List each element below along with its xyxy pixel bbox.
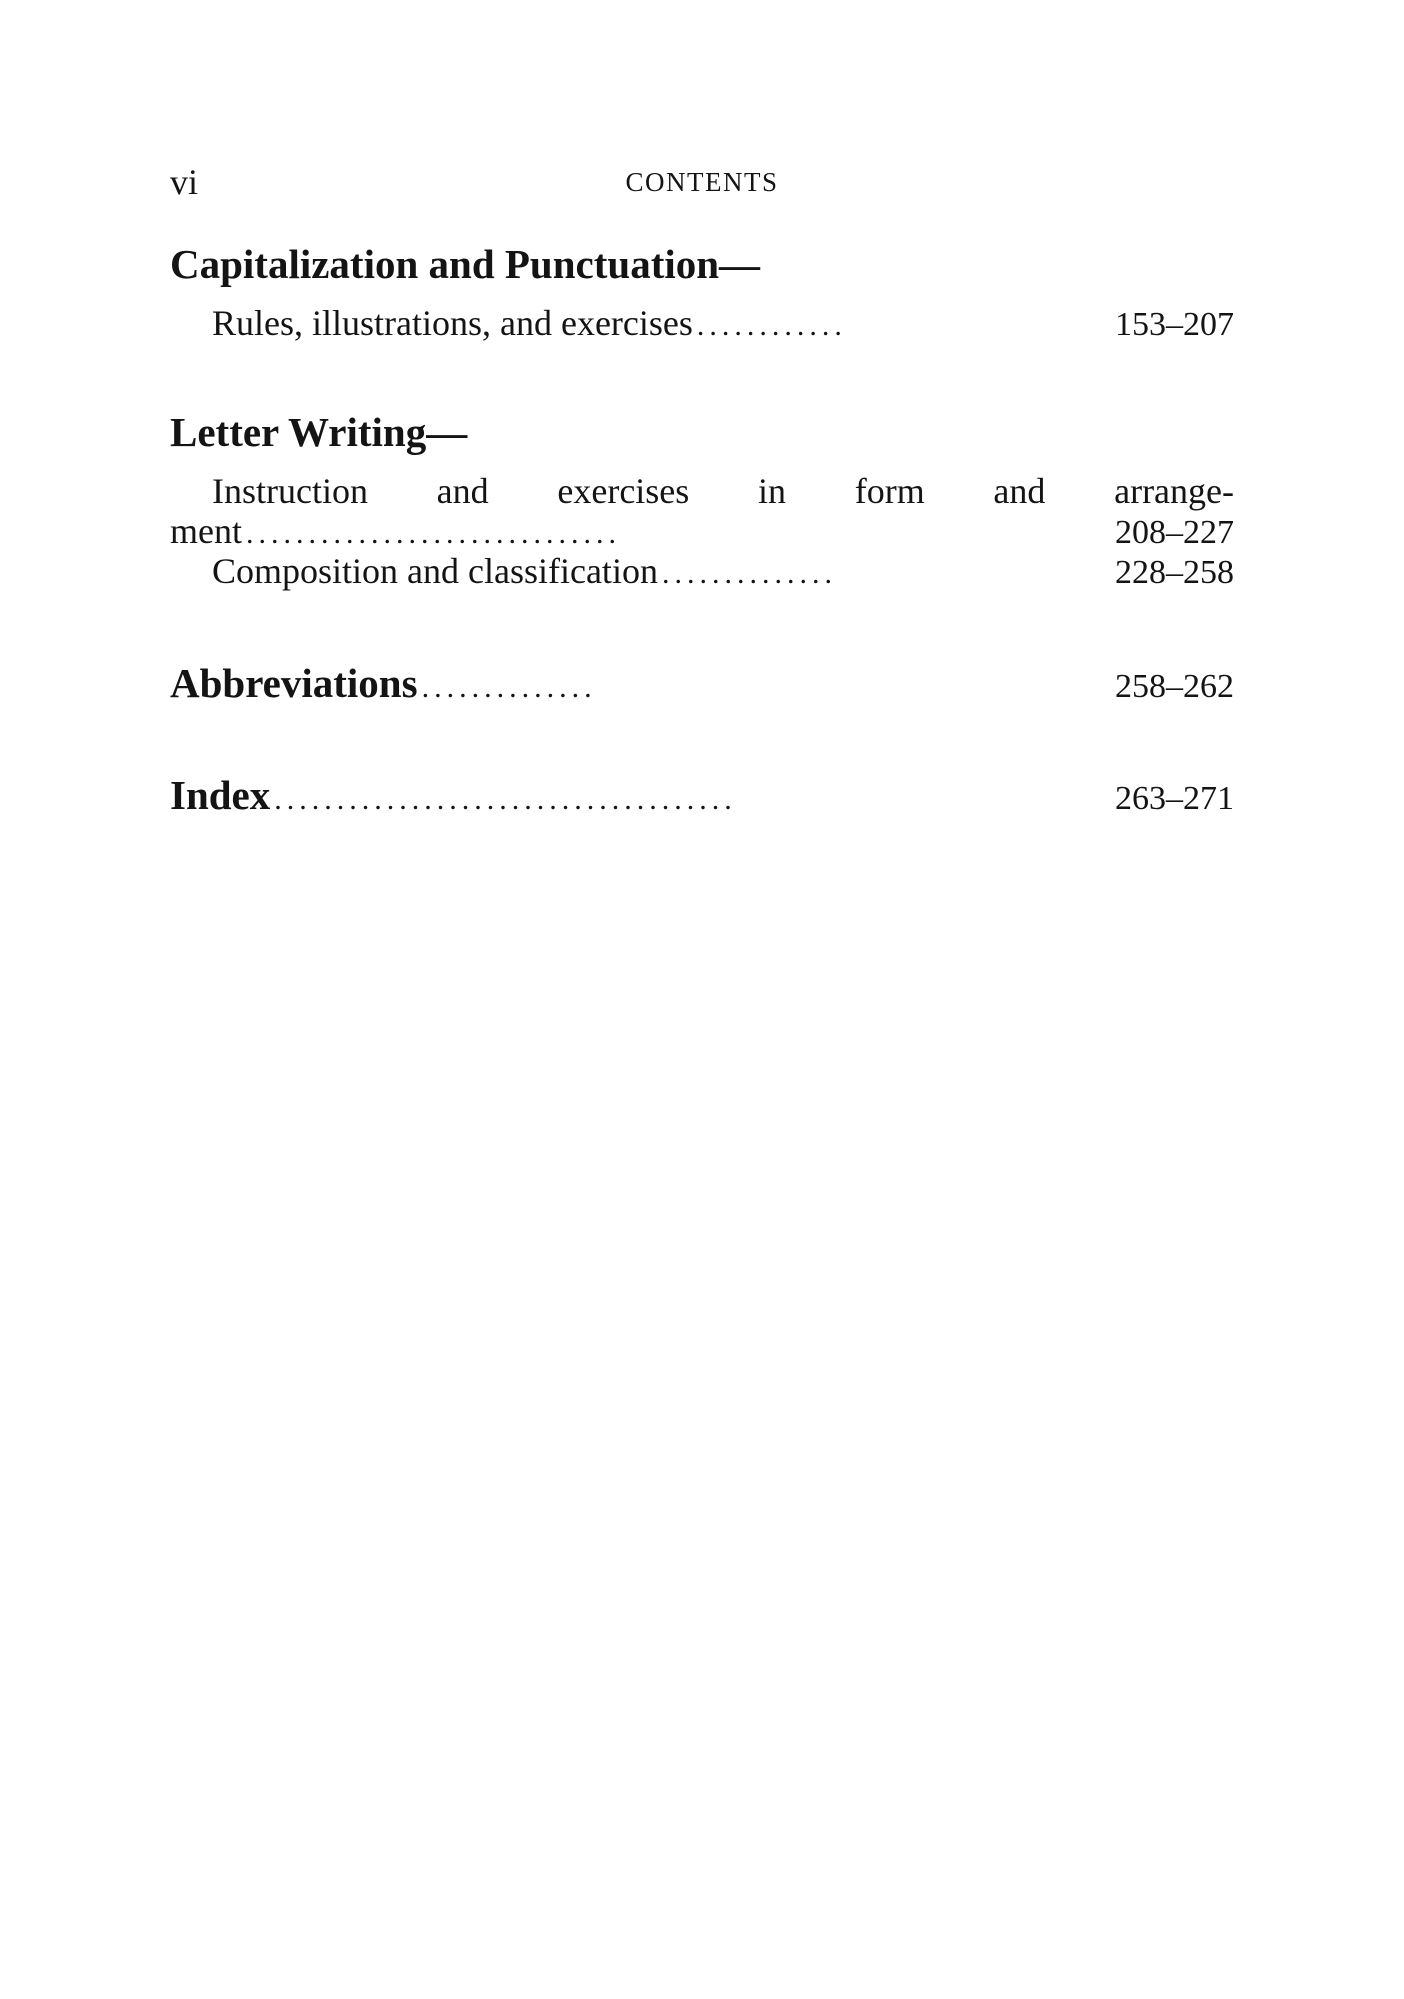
toc-entry-rules	[170, 300, 1234, 346]
dot-leader: ..............	[421, 671, 597, 704]
page-number: vi	[170, 162, 199, 202]
toc-entry-label-line1: Instruction and exercises in form and arrange-	[212, 471, 1234, 511]
dot-leader: .....................................	[274, 783, 737, 816]
running-head	[170, 158, 1234, 206]
toc-entry-pages: 258–262	[1115, 668, 1234, 705]
dot-leader: ..............	[661, 557, 837, 590]
toc-entry-pages: 153–207	[1115, 306, 1234, 343]
dot-leader: ............	[696, 309, 847, 342]
toc-entry-label: Composition and classification	[212, 551, 658, 591]
section-heading-index: Index	[170, 772, 271, 818]
toc-entry-pages: 228–258	[1115, 554, 1234, 591]
toc-entry-pages: 208–227	[1115, 514, 1234, 551]
section-heading-capitalization: Capitalization and Punctuation—	[170, 241, 761, 287]
toc-entry-label: Rules, illustrations, and exercises	[212, 303, 693, 343]
toc-entry-index	[170, 772, 1234, 818]
toc-entry-pages: 263–271	[1115, 780, 1234, 817]
toc-entry-abbreviations	[170, 660, 1234, 706]
running-title: CONTENTS	[625, 167, 779, 197]
toc-entry-label: ment	[170, 511, 242, 551]
dot-leader: ..............................	[245, 517, 621, 550]
section-heading-abbreviations: Abbreviations	[170, 660, 418, 706]
section-heading-letter-writing: Letter Writing—	[170, 409, 468, 455]
toc-entry-composition	[170, 548, 1234, 594]
